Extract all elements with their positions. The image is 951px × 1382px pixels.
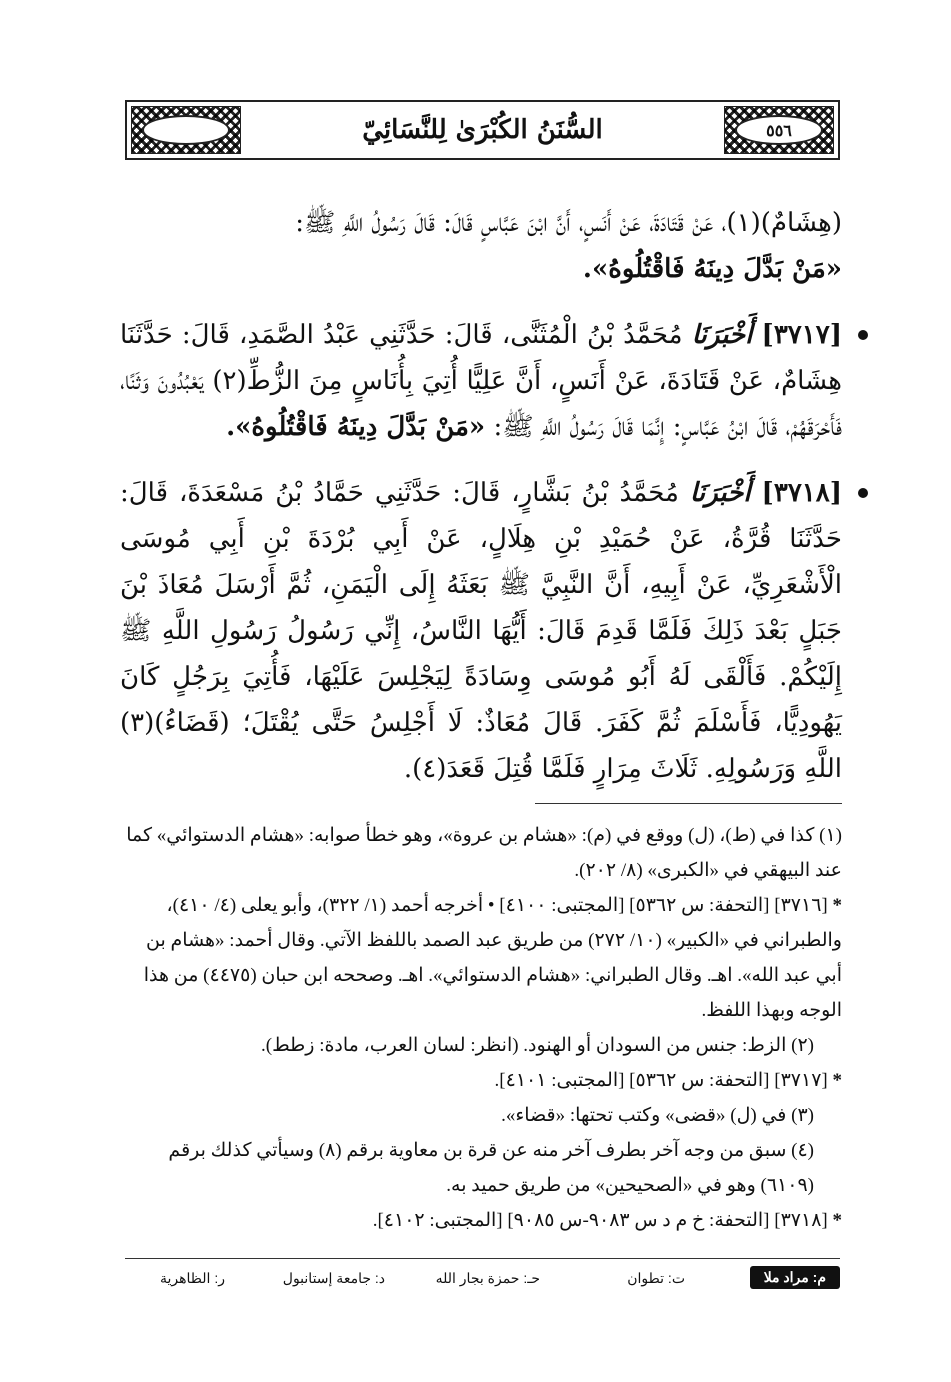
hadith-number: [٣٧١٨]	[761, 478, 843, 508]
manuscript-t: ت: تطوان	[627, 1270, 685, 1286]
manuscript-h: حـ: حمزة بجار الله	[435, 1270, 540, 1286]
manuscript-d: د: جامعة إستانبول	[282, 1270, 385, 1286]
manuscript-r: ر: الظاهرية	[160, 1270, 225, 1286]
footnote-1: (١) كذا في (ط)، (ل) ووقع في (م): «هشام بن عروة»، وهو خطأ صوابه: «هشام الدستوائي» كما عند البيهقي في «الكبرى» (٨/ ٢٠٢).	[126, 825, 842, 881]
footnote-3: (٣) في (ل) «قضى» وكتب تحتها: «قضاء».	[501, 1105, 814, 1126]
footer-separator	[125, 1258, 840, 1259]
asterisk-icon: *	[832, 895, 842, 916]
takhrij-3718	[120, 1203, 842, 1238]
footnote-2: (٢) الزط: جنس من السودان أو الهنود. (انظر: لسان العرب، مادة: زطط).	[261, 1035, 814, 1056]
hadith-3717	[120, 312, 842, 450]
bullet-icon	[858, 330, 868, 340]
hadith-number: [٣٧١٧]	[761, 320, 842, 350]
page-header	[125, 100, 840, 160]
takhrij-text: [٣٧١٨] [التحفة: خ م د س ٩٠٨٣-س ٩٠٨٥] [المجتبى: ٤١٠٢].	[372, 1210, 828, 1231]
manuscript-legend	[125, 1262, 840, 1296]
akhbarana-word: أَخْبَرَنَا	[689, 478, 751, 508]
header-ornament-left	[131, 106, 241, 154]
asterisk-icon: *	[832, 1210, 842, 1231]
book-title: السُّنَنُ الكُبْرَىٰ لِلنَّسَائِيّ	[362, 115, 603, 145]
footnote-4: (٤) سبق من وجه آخر بطرف آخر منه عن قرة بن معاوية برقم (٨) وسيأتي كذلك برقم (٦١٠٩) وهو في «الصحيحين» من طريق حميد به.	[168, 1140, 814, 1196]
akhbarana-word: أَخْبَرَنَا	[691, 320, 753, 350]
main-text	[120, 200, 842, 812]
bullet-icon	[858, 488, 868, 498]
continuation-text: (هِشَامٌ)(١)، عَنْ قَتَادَةَ، عَنْ أَنَسٍ، أَنَّ ابْنَ عَبَّاسٍ قَالَ: قَالَ رَسُولُ اللَّهِ ﷺ:	[295, 208, 842, 238]
takhrij-3716	[120, 888, 842, 1028]
hadith-text: مُحَمَّدُ بْنُ الْمُثَنَّى، قَالَ: حَدَّثَنِي عَبْدُ الصَّمَدِ، قَالَ: حَدَّثَنَا هِشَامٌ، عَنْ قَتَادَةَ، عَنْ أَنَسٍ، أَنَّ عَلِيًّا أُتِيَ بِأُنَاسٍ مِنَ الزُّطِّ(٢) يَعْبُدُونَ وَثَنًا، فَأَحْرَقَهُمْ، قَالَ ابْنُ عَبَّاسٍ: إِنَّمَا قَالَ رَسُولُ اللَّهِ ﷺ:	[120, 320, 842, 442]
hadith-text: مُحَمَّدُ بْنُ بَشَّارٍ، قَالَ: حَدَّثَنِي حَمَّادُ بْنُ مَسْعَدَةَ، قَالَ: حَدَّثَنَا قُرَّةُ، عَنْ حُمَيْدِ بْنِ هِلَالٍ، عَنْ أَبِي بُرْدَةَ بْنِ أَبِي مُوسَى الْأَشْعَرِيِّ، عَنْ أَبِيهِ، أَنَّ النَّبِيَّ ﷺ بَعَثَهُ إِلَى الْيَمَنِ، ثُمَّ أَرْسَلَ مُعَاذَ بْنَ جَبَلٍ بَعْدَ ذَلِكَ فَلَمَّا قَدِمَ قَالَ: أَيُّهَا النَّاسُ، إِنِّي رَسُولُ رَسُولِ اللَّهِ ﷺ إِلَيْكُمْ. فَأَلْقَى لَهُ أَبُو مُوسَى وِسَادَةً لِيَجْلِسَ عَلَيْهَا، فَأُتِيَ بِرَجُلٍ كَانَ يَهُودِيًّا، فَأَسْلَمَ ثُمَّ كَفَرَ. قَالَ مُعَاذٌ: لَا أَجْلِسُ حَتَّى يُقْتَلَ؛ (قَضَاءُ)(٣) اللَّهِ وَرَسُولِهِ. ثَلَاثَ مِرَارٍ فَلَمَّا قُتِلَ قَعَدَ(٤).	[120, 478, 842, 784]
footnotes	[120, 818, 842, 1238]
takhrij-text: [٣٧١٧] [التحفة: س ٥٣٦٢] [المجتبى: ٤١٠١].	[494, 1070, 828, 1091]
paragraph-continuation	[120, 200, 842, 292]
prophet-quote: «مَنْ بَدَّلَ دِينَهُ فَاقْتُلُوهُ».	[226, 412, 486, 442]
takhrij-3717	[120, 1063, 842, 1098]
page-number: ٥٥٦	[735, 115, 823, 145]
hadith-3718	[120, 470, 842, 792]
takhrij-text: [٣٧١٦] [التحفة: س ٥٣٦٢] [المجتبى: ٤١٠٠] • أخرجه أحمد (١/ ٣٢٢)، وأبو يعلى (٤/ ٤١٠)، والطبراني في «الكبير» (١٠/ ٢٧٢) من طريق عبد الصمد باللفظ الآتي. وقال أحمد: «هشام بن أبي عبد الله». اهـ. وقال الطبراني: «هشام الدستوائي». اهـ. وصححه ابن حبان (٤٤٧٥) من هذا الوجه وبهذا اللفظ.	[143, 895, 842, 1021]
manuscript-badge: م: مراد ملا	[750, 1266, 840, 1289]
asterisk-icon: *	[832, 1070, 842, 1091]
footnote-separator	[535, 803, 842, 804]
prophet-quote: «مَنْ بَدَّلَ دِينَهُ فَاقْتُلُوهُ».	[582, 254, 842, 284]
header-ornament-right	[724, 106, 834, 154]
publisher-logo	[142, 115, 230, 145]
